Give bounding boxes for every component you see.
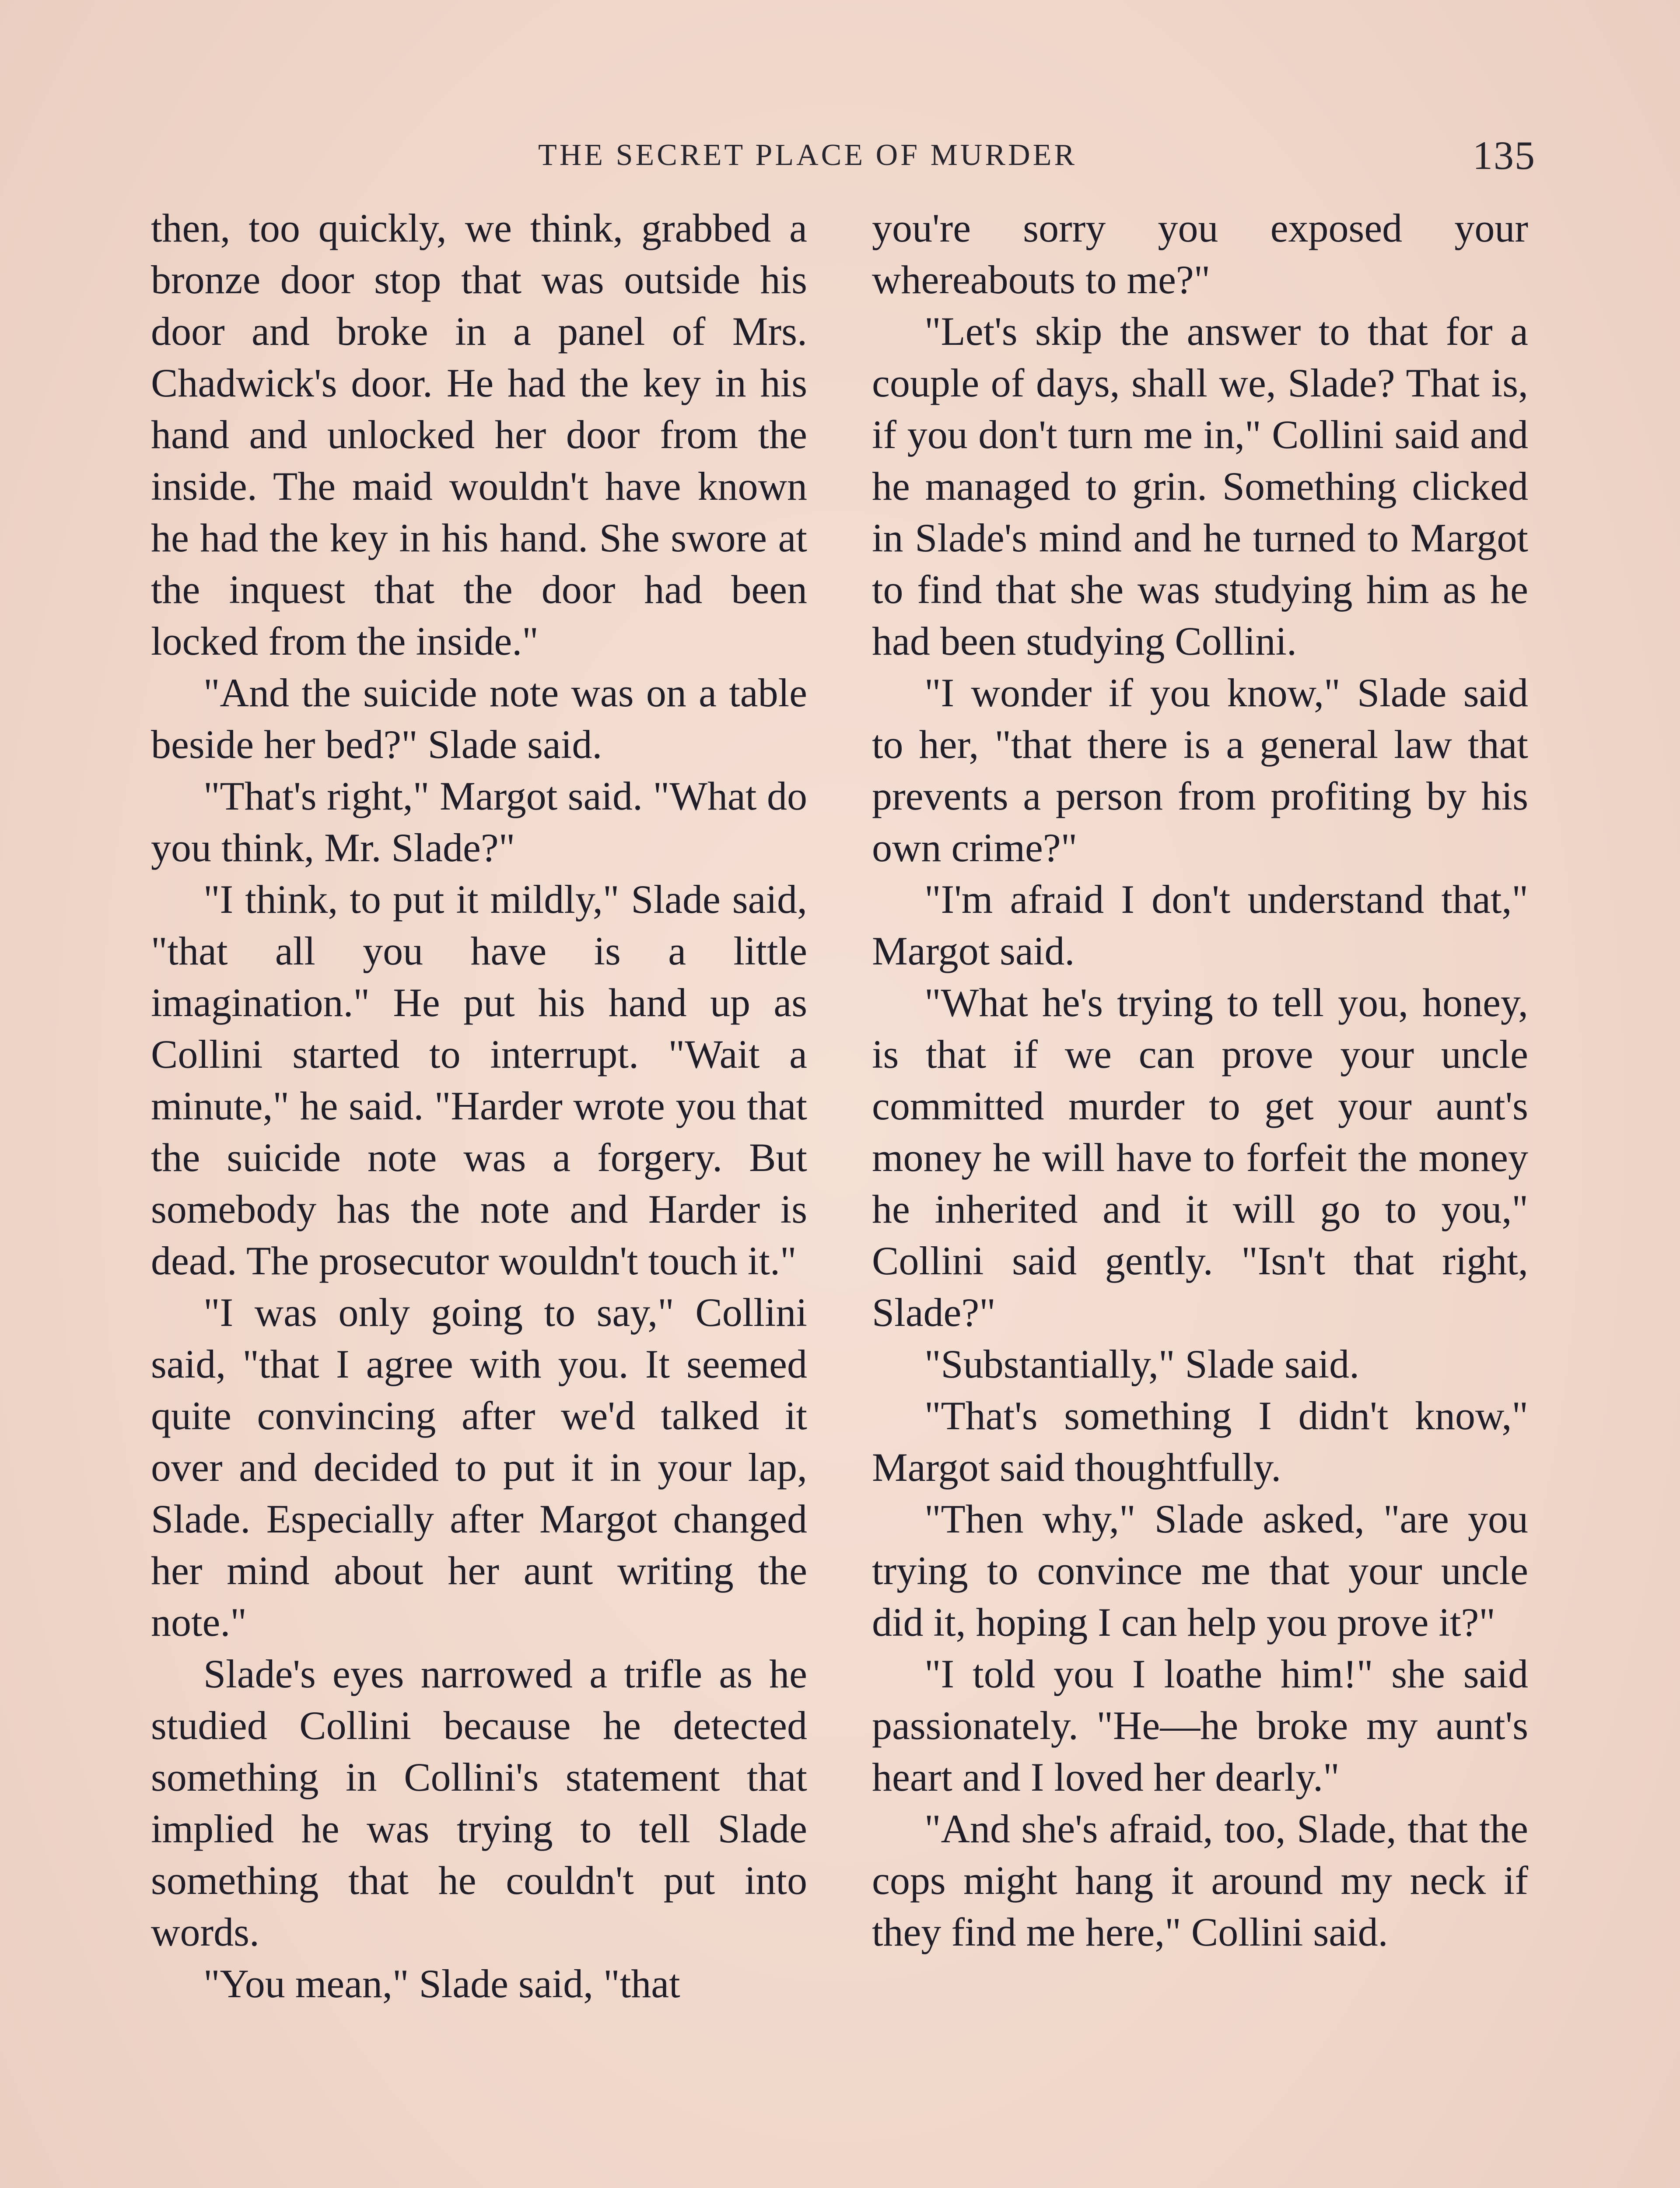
paragraph: Slade's eyes narrowed a trifle as he studied Collini because he detected something in Collini's statement that implied he was trying to tell Slade something that he couldn't put into words. [151,1652,807,1954]
paragraph: "That's right," Margot said. "What do you think, Mr. Slade?" [151,774,807,870]
running-head [149,131,1536,179]
paragraph: you're sorry you exposed your whereabouts to me?" [872,206,1528,302]
paragraph: "Then why," Slade asked, "are you trying to convince me that your uncle did it, hoping I can help you prove it?" [872,1497,1528,1645]
paragraph: "You mean," Slade said, "that [203,1961,680,2006]
page-number: 135 [1473,133,1536,178]
paragraph: "And she's afraid, too, Slade, that the cops might hang it around my neck if they find me here," Collini said. [872,1806,1528,1954]
paragraph: "That's something I didn't know," Margot said thoughtfully. [872,1393,1528,1490]
paragraph: "And the suicide note was on a table beside her bed?" Slade said. [151,670,807,767]
paragraph: "I was only going to say," Collini said, "that I agree with you. It seemed quite convincing after we'd talked it over and decided to put it in your lap, Slade. Especially after Margot changed her mind about her aunt writing the note." [151,1290,807,1645]
paragraph: "I told you I loathe him!" she said passionately. "He—he broke my aunt's heart and I loved her dearly." [872,1652,1528,1799]
paragraph: then, too quickly, we think, grabbed a bronze door stop that was outside his door and broke in a panel of Mrs. Chadwick's door. He had the key in his hand and unlocked her door from the inside. The maid wouldn't have known he had the key in his hand. She swore at the inquest that the door had been locked from the inside." [151,206,807,663]
paragraph: "Substantially," Slade said. [924,1342,1360,1386]
paragraph: "Let's skip the answer to that for a couple of days, shall we, Slade? That is, if you don't turn me in," Collini said and he managed to grin. Something clicked in Slade's mind and he turned to Margot to find that she was studying him as he had been studying Collini. [872,309,1528,663]
paragraph: "I think, to put it mildly," Slade said, "that all you have is a little imagination." He put his hand up as Collini started to interrupt. "Wait a minute," he said. "Harder wrote you that the suicide note was a forgery. But somebody has the note and Harder is dead. The prosecutor wouldn't touch it." [151,877,807,1283]
paragraph: "What he's trying to tell you, honey, is that if we can prove your uncle committed murder to get your aunt's money he will have to forfeit the money he inherited and it will go to you," Collini said gently. "Isn't that right, Slade?" [872,980,1528,1335]
paragraph: "I'm afraid I don't understand that," Margot said. [872,877,1528,973]
running-title: THE SECRET PLACE OF MURDER [538,138,1078,172]
right-column [872,202,1528,1958]
left-column [151,202,807,2009]
paragraph: "I wonder if you know," Slade said to her, "that there is a general law that prevents a person from profiting by his own crime?" [872,670,1528,870]
